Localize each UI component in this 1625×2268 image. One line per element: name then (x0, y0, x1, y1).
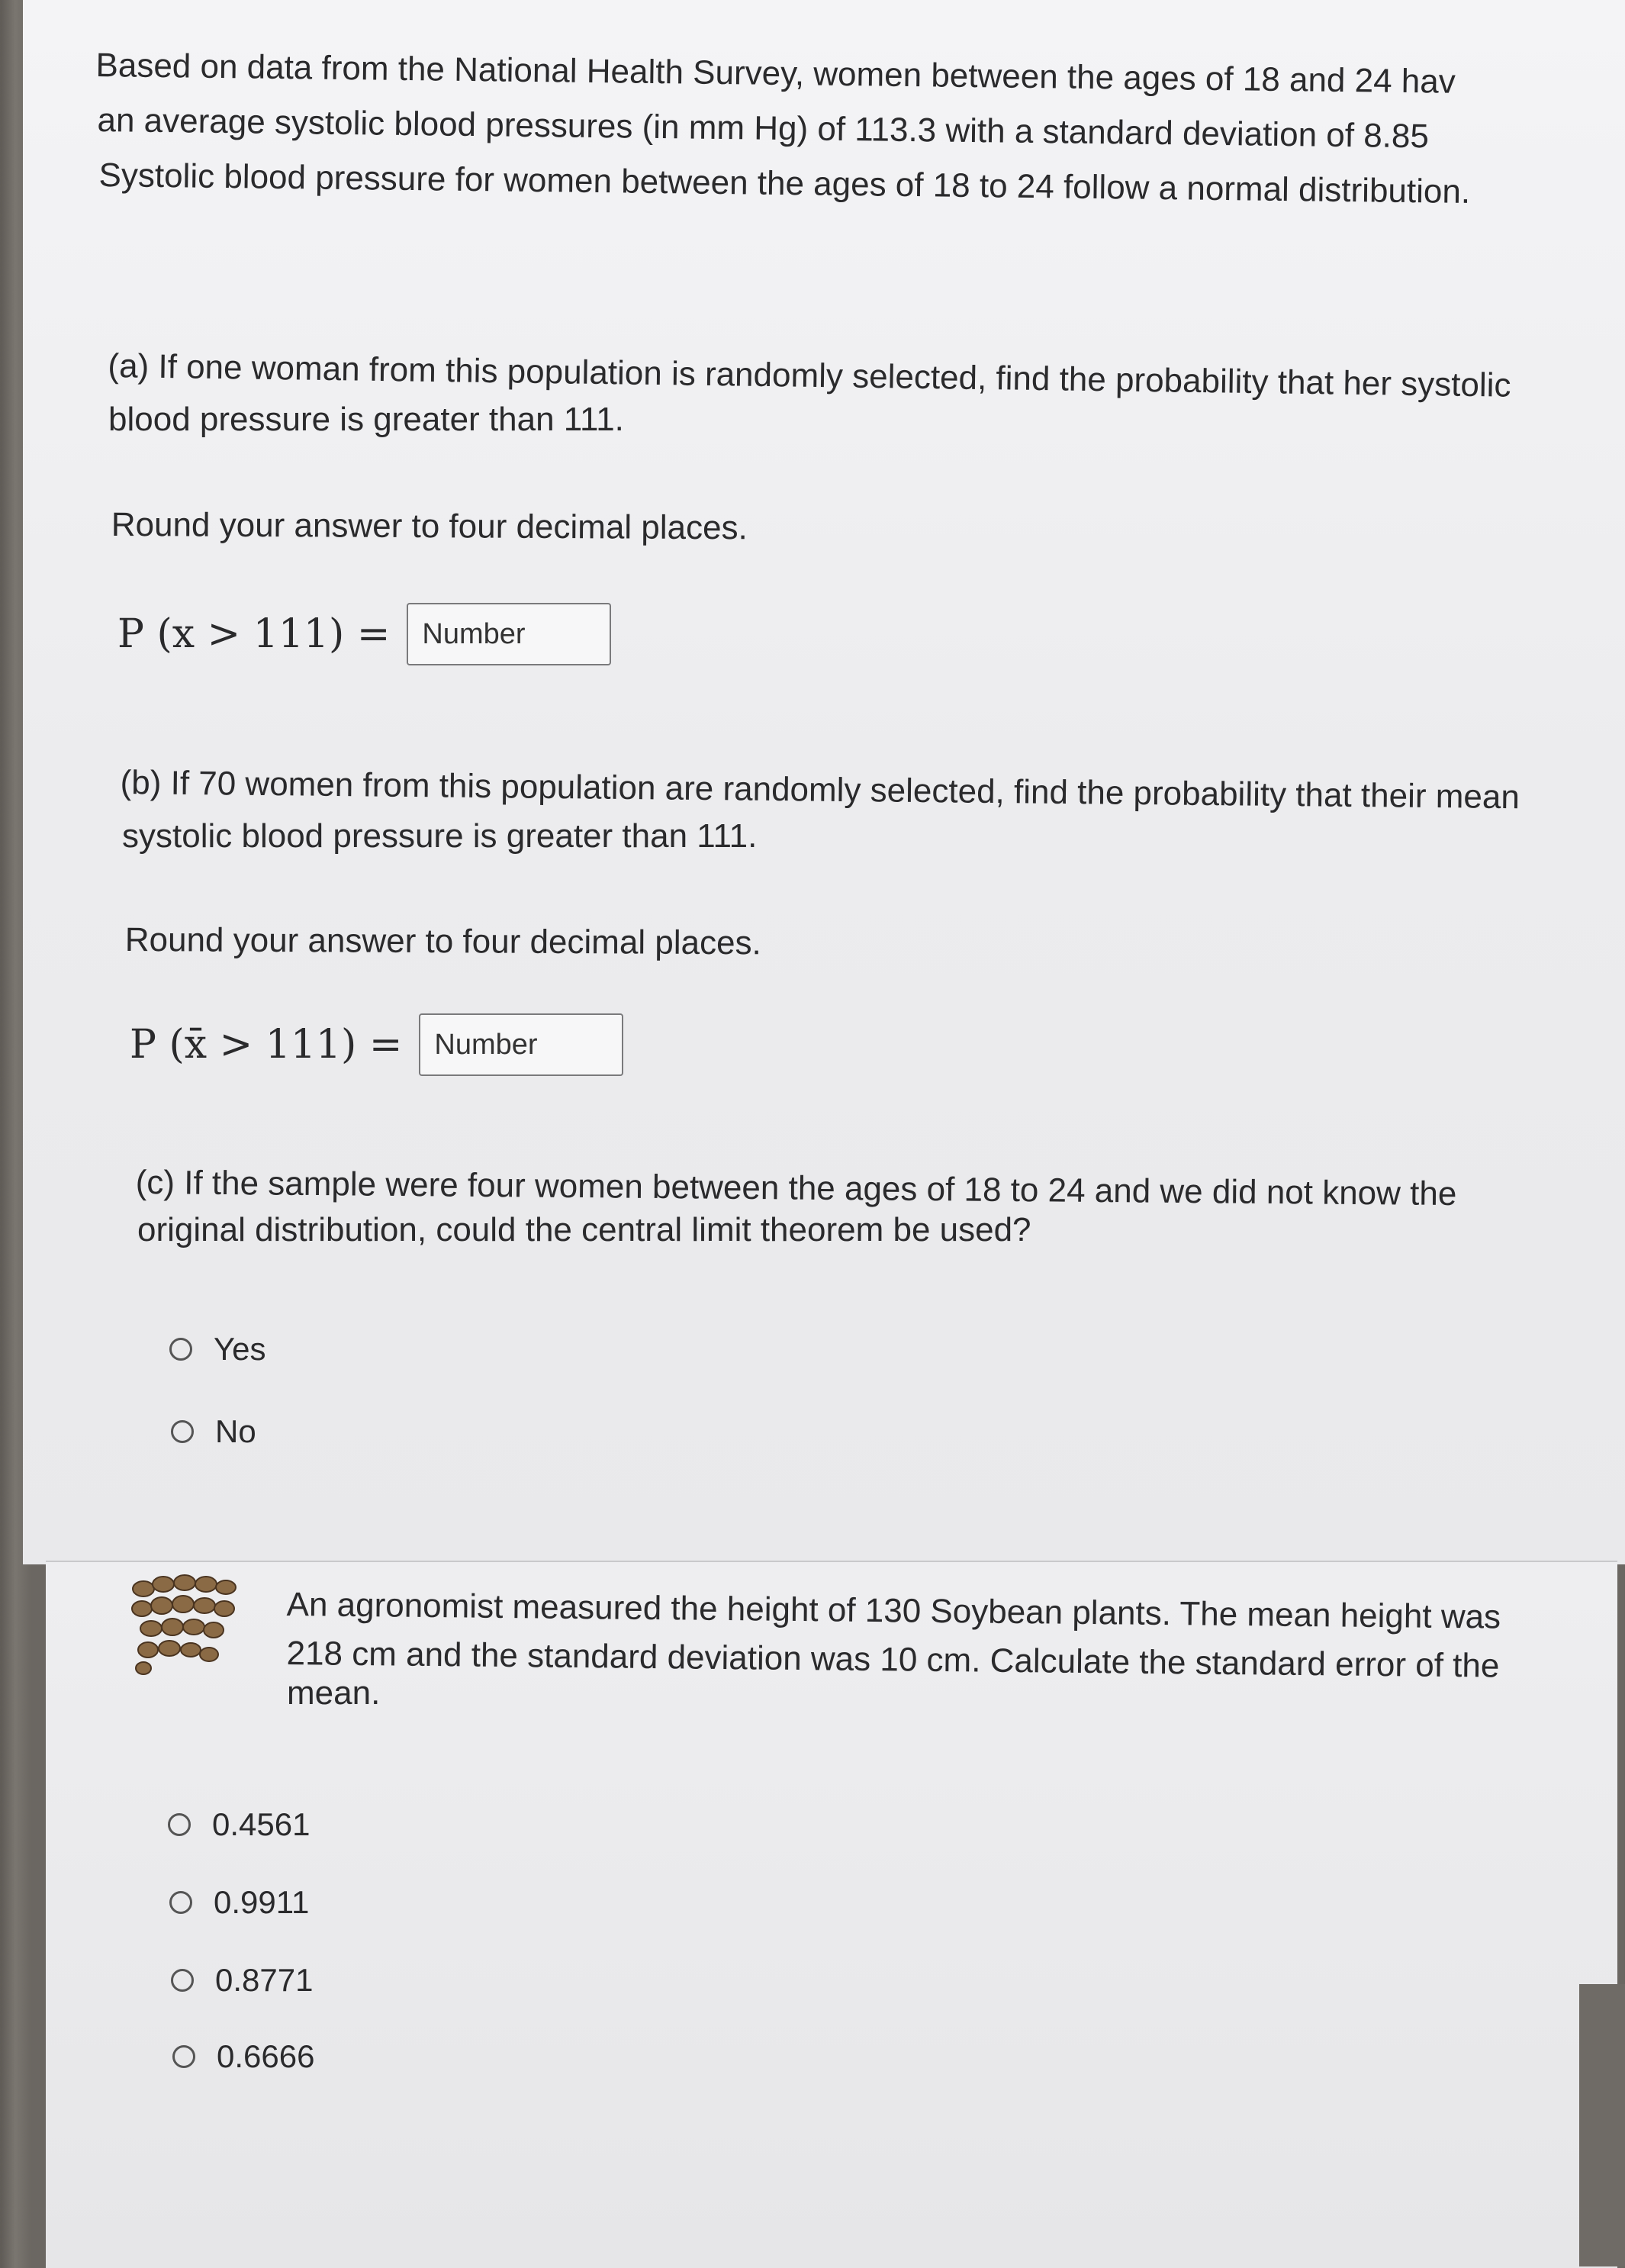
part-a-line-1: (a) If one woman from this population is randomly selected, find the probability that her systolic (108, 346, 1511, 404)
option-label: No (215, 1413, 256, 1449)
radio-icon[interactable] (171, 1969, 194, 1992)
part-a-line-2: blood pressure is greater than 111. (108, 401, 624, 438)
q2-option-1[interactable] (168, 1806, 310, 1843)
q2-line-2: 218 cm and the standard deviation was 10 cm. Calculate the standard error of the (286, 1634, 1500, 1685)
part-a-number-input[interactable] (407, 603, 611, 665)
part-b-number-input[interactable] (419, 1013, 623, 1076)
part-b-round-note: Round your answer to four decimal places. (124, 920, 761, 962)
part-b-expression: P (x̄ > 111) = (130, 1022, 403, 1068)
intro-line-1: Based on data from the National Health Survey, women between the ages of 18 and 24 hav (95, 46, 1456, 101)
part-a-round-note: Round your answer to four decimal places. (111, 505, 748, 547)
part-b-line-1: (b) If 70 women from this population are randomly selected, find the probability that their mean (120, 763, 1520, 817)
radio-icon[interactable] (171, 1420, 194, 1443)
soybean-image (128, 1572, 250, 1679)
intro-line-3: Systolic blood pressure for women between the ages of 18 to 24 follow a normal distribution. (98, 156, 1471, 211)
option-label: 0.6666 (217, 2038, 315, 2074)
part-b-line-2: systolic blood pressure is greater than 111. (122, 817, 758, 855)
q2-option-3[interactable] (171, 1962, 313, 1999)
option-label: Yes (214, 1331, 266, 1367)
part-b-answer-row (130, 1013, 623, 1076)
q2-line-1: An agronomist measured the height of 130 Soybean plants. The mean height was (286, 1585, 1501, 1636)
part-a-answer-row (117, 603, 611, 665)
radio-icon[interactable] (169, 1338, 192, 1361)
question-page-2 (46, 1561, 1617, 2268)
part-a-expression: P (x > 111) = (117, 611, 391, 657)
part-c-line-1: (c) If the sample were four women between the ages of 18 to 24 and we did not know the (135, 1163, 1457, 1213)
question-page (23, 0, 1625, 1564)
q2-line-3: mean. (287, 1674, 381, 1712)
radio-icon[interactable] (169, 1891, 192, 1914)
option-label: 0.4561 (212, 1806, 311, 1842)
part-c-option-yes[interactable] (169, 1331, 266, 1368)
desk-edge (1579, 1984, 1625, 2266)
part-c-option-no[interactable] (171, 1413, 256, 1450)
option-label: 0.8771 (215, 1962, 314, 1998)
radio-icon[interactable] (168, 1813, 191, 1836)
intro-line-2: an average systolic blood pressures (in mm Hg) of 113.3 with a standard deviation of 8.85 (97, 101, 1430, 156)
option-label: 0.9911 (214, 1884, 310, 1920)
q2-option-2[interactable] (169, 1884, 309, 1921)
radio-icon[interactable] (172, 2045, 195, 2068)
q2-option-4[interactable] (172, 2038, 314, 2075)
part-c-line-2: original distribution, could the central limit theorem be used? (137, 1211, 1031, 1248)
